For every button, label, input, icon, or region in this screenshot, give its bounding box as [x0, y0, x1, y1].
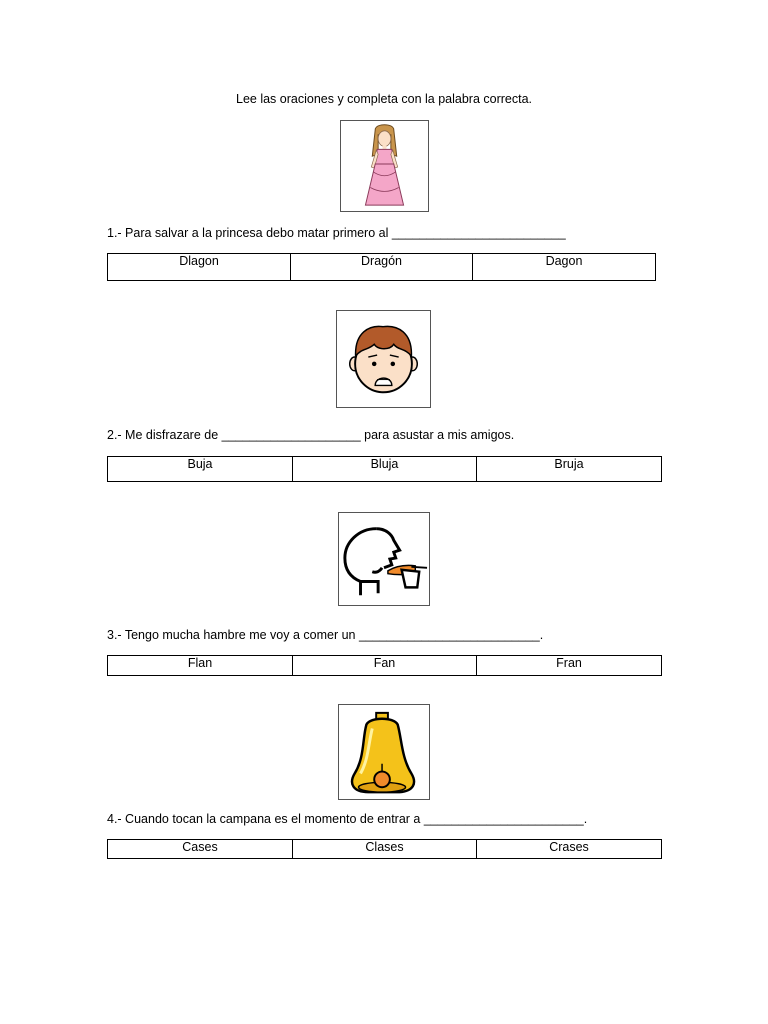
scared-face-pictogram — [336, 310, 431, 408]
option-cell[interactable]: Bruja — [477, 457, 662, 482]
option-cell[interactable]: Crases — [477, 840, 662, 859]
option-cell[interactable]: Fan — [293, 656, 477, 676]
bell-icon — [339, 705, 429, 799]
option-cell[interactable]: Fran — [477, 656, 662, 676]
princess-icon — [341, 121, 428, 211]
question-3: 3.- Tengo mucha hambre me voy a comer un __________________________. — [107, 628, 544, 642]
scared-face-icon — [337, 311, 430, 407]
question-4: 4.- Cuando tocan la campana es el momento de entrar a _______________________. — [107, 812, 588, 826]
eating-person-icon — [339, 513, 429, 605]
question-1: 1.- Para salvar a la princesa debo matar primero al _________________________ — [107, 226, 566, 240]
option-cell[interactable]: Dragón — [291, 254, 473, 281]
options-table-1 — [107, 253, 656, 281]
princess-pictogram — [340, 120, 429, 212]
bell-pictogram — [338, 704, 430, 800]
options-table-3 — [107, 655, 662, 676]
option-cell[interactable]: Bluja — [293, 457, 477, 482]
option-cell[interactable]: Dlagon — [108, 254, 291, 281]
instruction-title: Lee las oraciones y completa con la palabra correcta. — [236, 92, 532, 106]
options-table-4 — [107, 839, 662, 859]
option-cell[interactable]: Clases — [293, 840, 477, 859]
options-table-2 — [107, 456, 662, 482]
eating-pictogram — [338, 512, 430, 606]
option-cell[interactable]: Dagon — [473, 254, 656, 281]
question-2: 2.- Me disfrazare de ____________________ para asustar a mis amigos. — [107, 428, 515, 442]
option-cell[interactable]: Flan — [108, 656, 293, 676]
option-cell[interactable]: Buja — [108, 457, 293, 482]
option-cell[interactable]: Cases — [108, 840, 293, 859]
